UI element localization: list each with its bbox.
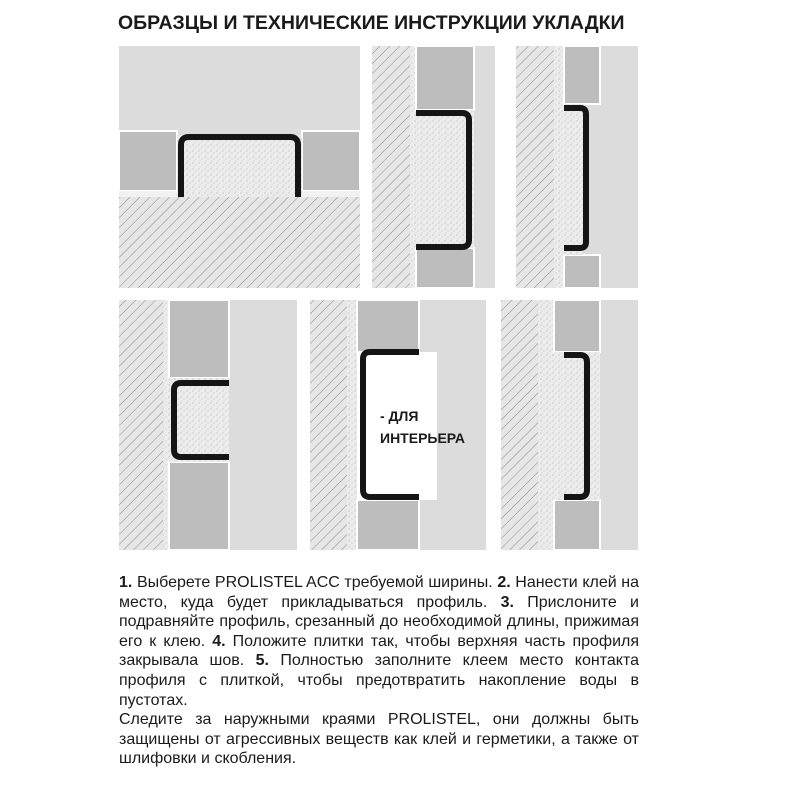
diagram-outer-profile [501, 300, 638, 550]
instructions-steps [119, 573, 639, 710]
step-3-number: 3. [500, 593, 514, 611]
diagram-wall-joint-2 [516, 46, 638, 288]
step-4-text: Положите плитки так, чтобы верхняя часть профиля закрывала шов. [119, 632, 639, 670]
step-4-number: 4. [212, 632, 226, 650]
step-1-text: Выберете PROLISTEL ACC требуемой ширины. [132, 574, 498, 591]
step-2-number: 2. [497, 574, 511, 591]
page-title: ОБРАЗЦЫ И ТЕХНИЧЕСКИЕ ИНСТРУКЦИИ УКЛАДКИ [118, 12, 625, 34]
step-2-text: Нанести клей на место, куда будет прикладываться профиль. [119, 574, 640, 611]
diagram-wall-joint-3 [119, 300, 297, 550]
step-3-text: Прислоните и подравняйте профиль, срезанный до необходимой длины, прижимая его к клею. [119, 593, 639, 650]
instructions-block [119, 573, 639, 769]
interior-label-line2: ИНТЕРЬЕРА [380, 430, 466, 446]
interior-label-line1: - ДЛЯ [380, 408, 419, 424]
diagram-wall-joint-1 [372, 46, 495, 288]
diagram-floor-joint [119, 46, 360, 288]
instructions-note: Следите за наружными краями PROLISTEL, они должны быть защищены от агрессивных веществ как клей и герметики, а также от шлифовки и скобления. [119, 711, 639, 768]
step-1-number: 1. [119, 574, 133, 591]
step-5-text: Полностью заполните клеем место контакта профиля с плиткой, чтобы предотвратить накопление воды в пустотах. [119, 652, 639, 709]
interior-label [380, 405, 465, 449]
step-5-number: 5. [255, 652, 269, 670]
